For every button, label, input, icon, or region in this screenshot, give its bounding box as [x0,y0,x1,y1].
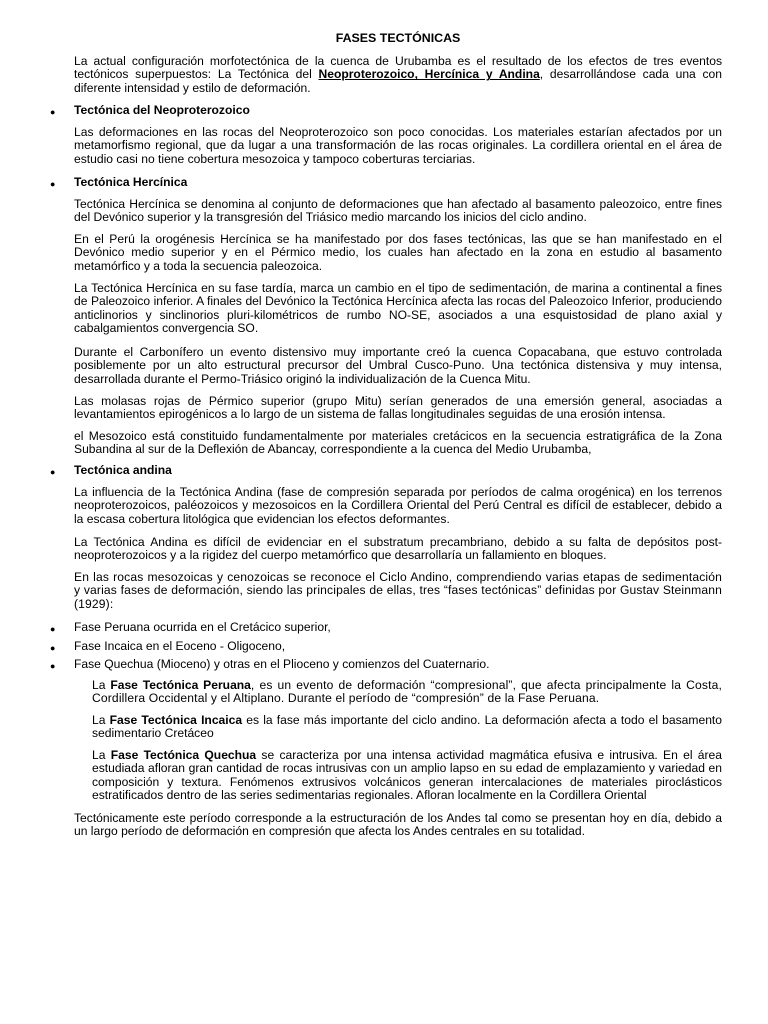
bullet-icon: ● [50,643,56,653]
list-item-peruana: Fase Peruana ocurrida en el Cretácico superior, [74,620,331,634]
incaica-post: es la fase más importante del ciclo andino. La deformación afecta a todo el basamento sedimentario Cretáceo [92,713,723,741]
bullet-icon: ● [50,624,56,634]
incaica-paragraph [92,714,722,741]
closing-paragraph: Tectónicamente este período corresponde a la estructuración de los Andes tal como se presentan hoy en día, debido a un largo período de deformación en compresión que afecta los Andes centrales en su totalidad. [74,811,722,839]
andina-paragraph-2: La Tectónica Andina es difícil de evidenciar en el substratum precambriano, debido a su falta de depósitos post-neoproterozoicos y a la rigidez del cuerpo metamórfico que desarrollaría un fallamiento en bloques. [74,535,722,563]
hercinica-paragraph-5: Las molasas rojas de Pérmico superior (grupo Mitu) serían generados de una emersión general, asociadas a levantamientos epirogénicos a lo largo de un sistema de fallas longitudinales seguidas de una erosión intensa. [74,394,722,422]
andina-paragraph-1: La influencia de la Tectónica Andina (fase de compresión separada por períodos de calma orogénica) en los terrenos neoproterozoicos, paléozoicos y mezosoicos en la Cordillera Oriental del Perú Central es difícil de establecer, debido a la escasa cobertura litológica que evidencian los efectos deformantes. [74,485,722,526]
bullet-icon: ● [50,467,56,477]
incaica-pre: La [92,713,110,727]
heading-andina: Tectónica andina [74,463,172,477]
hercinica-paragraph-2: En el Perú la orogénesis Hercínica se ha manifestado por dos fases tectónicas, las que se han manifestado en el Devónico medio superior y en el Pérmico medio, los cuales han afectado en la zona en estudio al basamento metamórfico y a toda la secuencia paleozoica. [74,232,722,273]
hercinica-paragraph-6: el Mesozoico está constituido fundamentalmente por materiales cretácicos en la secuencia estratigráfica de la Zona Subandina al sur de la Deflexión de Abancay, correspondiente a la cuenca del Medio Urubamba, [74,429,722,457]
peruana-paragraph [92,679,722,706]
bullet-icon: ● [50,179,56,189]
quechua-paragraph [92,749,722,803]
hercinica-paragraph-1: Tectónica Hercínica se denomina al conjunto de deformaciones que han afectado al basamento paleozoico, entre fines del Devónico superior y la transgresión del Triásico medio marcando los inicios del ciclo andino. [74,197,722,225]
heading-hercinica: Tectónica Hercínica [74,175,188,189]
neo-paragraph-1: Las deformaciones en las rocas del Neoproterozoico son poco conocidas. Los materiales estarían afectados por un metamorfismo regional, que da lugar a una transformación de las rocas originales. La cordillera oriental en el área de estudio casi no tiene cobertura mesozoica y tampoco coberturas terciarias. [74,125,722,166]
quechua-pre: La [92,748,111,762]
peruana-pre: La [92,678,111,692]
bullet-icon: ● [50,107,56,117]
intro-text-before: La actual configuración morfotectónica de la cuenca de Urubamba es el resultado de los efectos de tres eventos tectónicos superpuestos: La Tectónica del [74,54,722,82]
list-item-quechua: Fase Quechua (Mioceno) y otras en el Plioceno y comienzos del Cuaternario. [74,657,490,671]
incaica-bold: Fase Tectónica Incaica [109,713,243,727]
hercinica-paragraph-4: Durante el Carbonífero un evento distensivo muy importante creó la cuenca Copacabana, que estuvo controlada posiblemente por un alto estructural precursor del Umbral Cusco-Puno. Una tectónica distensiva y muy intensa, desarrollada durante el Permo-Triásico originó la individualización de la Cuenca Mitu. [74,345,722,386]
intro-highlight: Neoproterozoico, Hercínica y Andina [318,67,540,82]
intro-paragraph [74,55,722,95]
page-title: FASES TECTÓNICAS [335,31,461,45]
peruana-bold: Fase Tectónica Peruana [110,678,251,692]
hercinica-paragraph-3: La Tectónica Hercínica en su fase tardía, marca un cambio en el tipo de sedimentación, de marina a continental a fines de Paleozoico inferior. A finales del Devónico la Tectónica Hercínica afecta las rocas del Paleozoico Inferior, produciendo anticlinorios y sinclinorios pluri-kilométricos de rumbo NO-SE, asociados a una esquistosidad de plano axial y cabalgamientos convergencia SO. [74,281,722,336]
quechua-post: se caracteriza por una intensa actividad magmática efusiva e intrusiva. En el área estudiada afloran gran cantidad de rocas intrusivas con un amplio lapso en su edad de emplazamiento y variedad en composición y textura. Fenómenos extrusivos volcánicos generan intercalaciones de materiales piroclásticos estratificados dentro de las series sedimentarias regionales. Afloran localmente en la Cordillera Oriental [92,748,723,803]
bullet-icon: ● [50,661,56,671]
andina-paragraph-3: En las rocas mesozoicas y cenozoicas se reconoce el Ciclo Andino, comprendiendo varias etapas de sedimentación y varias fases de deformación, siendo las principales de ellas, tres “fases tectónicas” definidas por Gustav Steinmann (1929): [74,570,722,611]
quechua-bold: Fase Tectónica Quechua [110,748,257,762]
intro-text-after: , desarrollándose cada una con diferente intensidad y estilo de deformación. [74,67,722,95]
list-item-incaica: Fase Incaica en el Eoceno - Oligoceno, [74,639,286,653]
heading-neoproterozoico: Tectónica del Neoproterozoico [74,103,250,117]
peruana-post: , es un evento de deformación “compresional”, que afecta principalmente la Costa, Cordillera Occidental y el Altiplano. Durante el período de “compresión” de la Fase Peruana. [92,678,722,706]
